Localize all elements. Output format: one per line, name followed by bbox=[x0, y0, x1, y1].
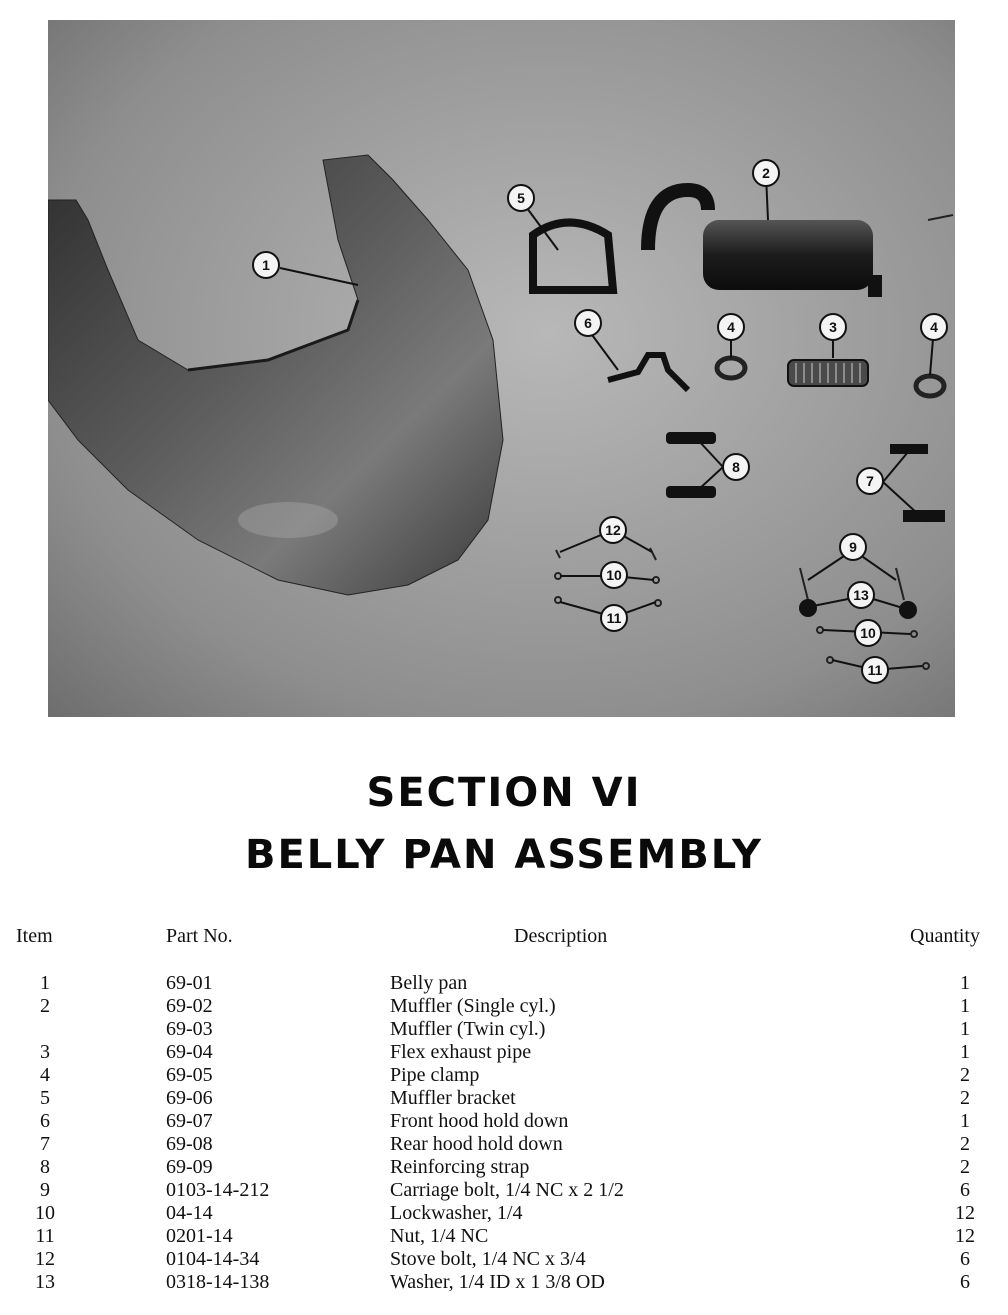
svg-text:7: 7 bbox=[866, 473, 874, 489]
svg-text:4: 4 bbox=[727, 319, 735, 335]
item-number: 12 bbox=[35, 1248, 55, 1270]
svg-text:9: 9 bbox=[849, 539, 857, 555]
part-quantity: 2 bbox=[960, 1156, 970, 1178]
svg-text:1: 1 bbox=[262, 257, 270, 273]
assembly-title: BELLY PAN ASSEMBLY bbox=[244, 832, 764, 878]
part-quantity: 1 bbox=[960, 995, 970, 1017]
part-description: Muffler (Twin cyl.) bbox=[390, 1018, 546, 1040]
item-number: 9 bbox=[40, 1179, 50, 1201]
table-row bbox=[0, 1041, 1008, 1064]
item-number: 4 bbox=[40, 1064, 50, 1086]
callout-11 bbox=[601, 605, 627, 631]
item-number: 8 bbox=[40, 1156, 50, 1178]
item-number: 10 bbox=[35, 1202, 55, 1224]
reinforcing-strap-shape bbox=[666, 486, 716, 498]
part-number: 0201-14 bbox=[166, 1225, 233, 1247]
rear-hood-hold-down-shape bbox=[890, 444, 928, 454]
column-header-description: Description bbox=[514, 925, 608, 947]
item-number: 3 bbox=[40, 1041, 50, 1063]
part-description: Front hood hold down bbox=[390, 1110, 569, 1132]
part-quantity: 2 bbox=[960, 1133, 970, 1155]
part-quantity: 1 bbox=[960, 1018, 970, 1040]
item-number: 2 bbox=[40, 995, 50, 1017]
table-row bbox=[0, 1087, 1008, 1110]
part-number: 69-05 bbox=[166, 1064, 213, 1086]
table-row bbox=[0, 1064, 1008, 1087]
part-number: 69-03 bbox=[166, 1018, 213, 1040]
part-description: Muffler bracket bbox=[390, 1087, 516, 1109]
part-description: Flex exhaust pipe bbox=[390, 1041, 532, 1063]
part-number: 69-01 bbox=[166, 972, 213, 994]
part-number: 69-04 bbox=[166, 1041, 213, 1063]
callout-11 bbox=[862, 657, 888, 683]
part-quantity: 1 bbox=[960, 972, 970, 994]
part-quantity: 2 bbox=[960, 1064, 970, 1086]
table-row bbox=[0, 1202, 1008, 1225]
reinforcing-strap-shape bbox=[666, 432, 716, 444]
callout-1 bbox=[253, 252, 279, 278]
svg-text:13: 13 bbox=[853, 587, 869, 603]
callout-4 bbox=[718, 314, 744, 340]
item-number: 13 bbox=[35, 1271, 55, 1293]
part-number: 0103-14-212 bbox=[166, 1179, 270, 1201]
part-description: Lockwasher, 1/4 bbox=[390, 1202, 523, 1224]
table-row bbox=[0, 1133, 1008, 1156]
part-quantity: 6 bbox=[960, 1248, 970, 1270]
parts-table bbox=[0, 972, 1008, 1294]
table-row bbox=[0, 1018, 1008, 1041]
svg-text:10: 10 bbox=[860, 625, 876, 641]
part-number: 69-06 bbox=[166, 1087, 213, 1109]
svg-text:6: 6 bbox=[584, 315, 592, 331]
part-description: Washer, 1/4 ID x 1 3/8 OD bbox=[390, 1271, 605, 1293]
table-row bbox=[0, 1271, 1008, 1294]
item-number: 6 bbox=[40, 1110, 50, 1132]
muffler-body-shape bbox=[703, 220, 873, 290]
callout-12 bbox=[600, 517, 626, 543]
item-number: 1 bbox=[40, 972, 50, 994]
item-number: 5 bbox=[40, 1087, 50, 1109]
svg-text:11: 11 bbox=[606, 610, 622, 626]
table-row bbox=[0, 1248, 1008, 1271]
table-row bbox=[0, 1156, 1008, 1179]
callout-13 bbox=[848, 582, 874, 608]
part-number: 0104-14-34 bbox=[166, 1248, 260, 1270]
svg-text:11: 11 bbox=[867, 662, 883, 678]
part-description: Pipe clamp bbox=[390, 1064, 480, 1086]
column-header-part-no: Part No. bbox=[166, 925, 233, 947]
section-title: SECTION VI bbox=[366, 770, 642, 816]
part-description: Rear hood hold down bbox=[390, 1133, 563, 1155]
callout-9 bbox=[840, 534, 866, 560]
item-number: 11 bbox=[35, 1225, 55, 1247]
table-row bbox=[0, 995, 1008, 1018]
column-header-item: Item bbox=[16, 925, 53, 947]
part-quantity: 1 bbox=[960, 1110, 970, 1132]
table-row bbox=[0, 1110, 1008, 1133]
callout-2 bbox=[753, 160, 779, 186]
svg-text:12: 12 bbox=[605, 522, 621, 538]
rear-hood-hold-down-shape bbox=[903, 510, 945, 522]
part-description: Belly pan bbox=[390, 972, 468, 994]
callout-8 bbox=[723, 454, 749, 480]
svg-text:8: 8 bbox=[732, 459, 740, 475]
part-number: 69-02 bbox=[166, 995, 213, 1017]
part-description: Carriage bolt, 1/4 NC x 2 1/2 bbox=[390, 1179, 624, 1201]
part-number: 69-08 bbox=[166, 1133, 213, 1155]
part-description: Stove bolt, 1/4 NC x 3/4 bbox=[390, 1248, 586, 1270]
callout-5 bbox=[508, 185, 534, 211]
callout-10 bbox=[601, 562, 627, 588]
callout-10 bbox=[855, 620, 881, 646]
callout-4 bbox=[921, 314, 947, 340]
part-quantity: 2 bbox=[960, 1087, 970, 1109]
part-quantity: 6 bbox=[960, 1271, 970, 1293]
part-description: Muffler (Single cyl.) bbox=[390, 995, 556, 1017]
table-row bbox=[0, 1179, 1008, 1202]
part-number: 0318-14-138 bbox=[166, 1271, 270, 1293]
part-description: Reinforcing strap bbox=[390, 1156, 530, 1178]
part-quantity: 12 bbox=[955, 1202, 975, 1224]
table-row bbox=[0, 972, 1008, 995]
svg-text:2: 2 bbox=[762, 165, 770, 181]
part-number: 69-07 bbox=[166, 1110, 213, 1132]
column-header-quantity: Quantity bbox=[910, 925, 980, 947]
part-description: Nut, 1/4 NC bbox=[390, 1225, 489, 1247]
table-row bbox=[0, 1225, 1008, 1248]
svg-text:3: 3 bbox=[829, 319, 837, 335]
callout-7 bbox=[857, 468, 883, 494]
item-number: 7 bbox=[40, 1133, 50, 1155]
svg-text:5: 5 bbox=[517, 190, 525, 206]
part-quantity: 12 bbox=[955, 1225, 975, 1247]
part-quantity: 1 bbox=[960, 1041, 970, 1063]
svg-text:10: 10 bbox=[606, 567, 622, 583]
part-number: 69-09 bbox=[166, 1156, 213, 1178]
callout-3 bbox=[820, 314, 846, 340]
part-number: 04-14 bbox=[166, 1202, 213, 1224]
callout-6 bbox=[575, 310, 601, 336]
part-quantity: 6 bbox=[960, 1179, 970, 1201]
svg-text:4: 4 bbox=[930, 319, 938, 335]
parts-photograph bbox=[48, 20, 955, 717]
